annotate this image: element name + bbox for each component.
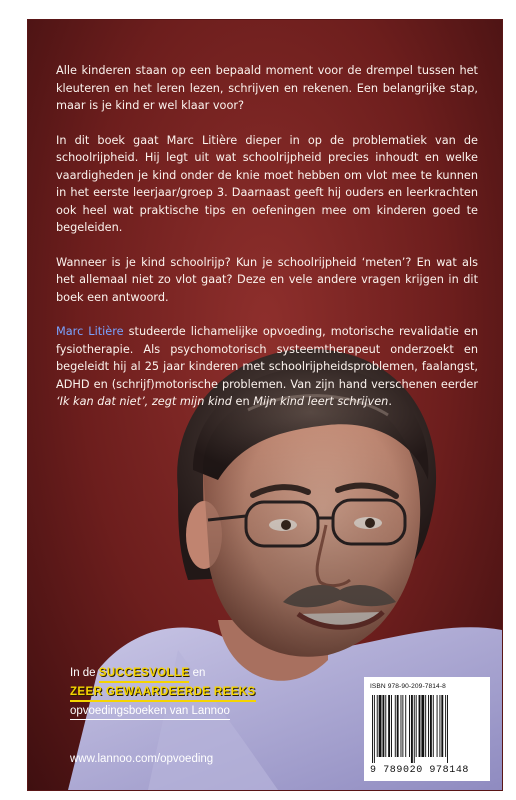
barcode-bar [377, 695, 378, 757]
barcode-bar [382, 695, 384, 757]
author-bio-end: . [388, 395, 392, 408]
barcode-bar [428, 695, 429, 757]
author-name: Marc Litière [56, 325, 124, 338]
series-highlight-appreciated: ZEER GEWAARDEERDE REEKS [70, 684, 256, 702]
barcode-bar [385, 695, 386, 757]
barcode-bar [388, 695, 390, 757]
barcode-bar [374, 695, 375, 763]
author-bio [56, 323, 478, 411]
barcode-bar [401, 695, 402, 757]
series-publisher-line: opvoedingsboeken van Lannoo [70, 703, 230, 720]
blurb-paragraph-2: In dit boek gaat Marc Litière dieper in op de problematiek van de schoolrijpheid. Hij legt uit wat schoolrijpheid precies inhoudt en welke vaardigheden je kind onder de knie moet hebben om vlot mee te kunnen in het eerste leerjaar/groep 3. Daarnaast geeft hij ouders en leerkrachten ook heel wat praktische tips en oefeningen mee om kinderen goed te begeleiden. [56, 133, 478, 234]
barcode-bar [437, 695, 438, 757]
barcode-bar [411, 695, 413, 763]
barcode-bar [409, 695, 410, 757]
barcode-bar [391, 695, 392, 757]
author-bio-connector: en [231, 395, 254, 408]
barcode-bars [372, 695, 484, 763]
publisher-website: www.lannoo.com/opvoeding [70, 753, 214, 765]
barcode-bar [439, 695, 440, 757]
barcode-bar [425, 695, 426, 757]
blurb-paragraph-1: Alle kinderen staan op een bepaald moment voor de drempel tussen het kleuteren en het leren lezen, schrijven en rekenen. Een belangrijke stap, maar is je kind er wel klaar voor? [56, 64, 478, 112]
barcode-bar [433, 695, 434, 757]
barcode-bar [445, 695, 446, 757]
barcode-bar [402, 695, 403, 757]
barcode-bar [421, 695, 424, 757]
barcode-bar [416, 695, 417, 757]
series-prefix: In de [70, 667, 96, 679]
series-block [70, 664, 256, 721]
blurb-paragraph-3: Wanneer is je kind schoolrijp? Kun je schoolrijpheid ‘meten’? En wat als het allemaal niet zo vlot gaat? Deze en vele andere vragen krijgen in dit boek een antwoord. [56, 255, 478, 304]
barcode-bar [419, 695, 421, 757]
barcode-bar [414, 695, 415, 763]
barcode-bar [372, 695, 373, 763]
back-cover-blurb [56, 62, 478, 428]
barcode-bar [395, 695, 396, 757]
isbn-label: ISBN 978-90-209-7814-8 [370, 683, 446, 690]
barcode-bar [430, 695, 432, 757]
author-bio-text: studeerde lichamelijke opvoeding, motorische revalidatie en fysiotherapie. Als psychomotorisch systeemtherapeut onderzoekt en begeleidt hij al 25 jaar kinderen met schoolrijpheidsproblemen, faalangst, ADHD en (schrijf)motorische problemen. Van zijn hand verschenen eerder [56, 325, 478, 391]
ean-digits: 9 789020 978148 [370, 765, 470, 776]
previous-book-2: Mijn kind leert schrijven [253, 395, 389, 408]
barcode-bar [405, 695, 406, 757]
barcode-bar [397, 695, 399, 757]
barcode-bar [447, 695, 448, 763]
barcode-bar [379, 695, 382, 757]
barcode-block [364, 677, 490, 781]
series-highlight-successful: SUCCESVOLLE [99, 665, 190, 683]
barcode-bar [441, 695, 443, 757]
series-mid: en [192, 667, 206, 679]
previous-book-1: ‘Ik kan dat niet’, zegt mijn kind [56, 395, 232, 408]
